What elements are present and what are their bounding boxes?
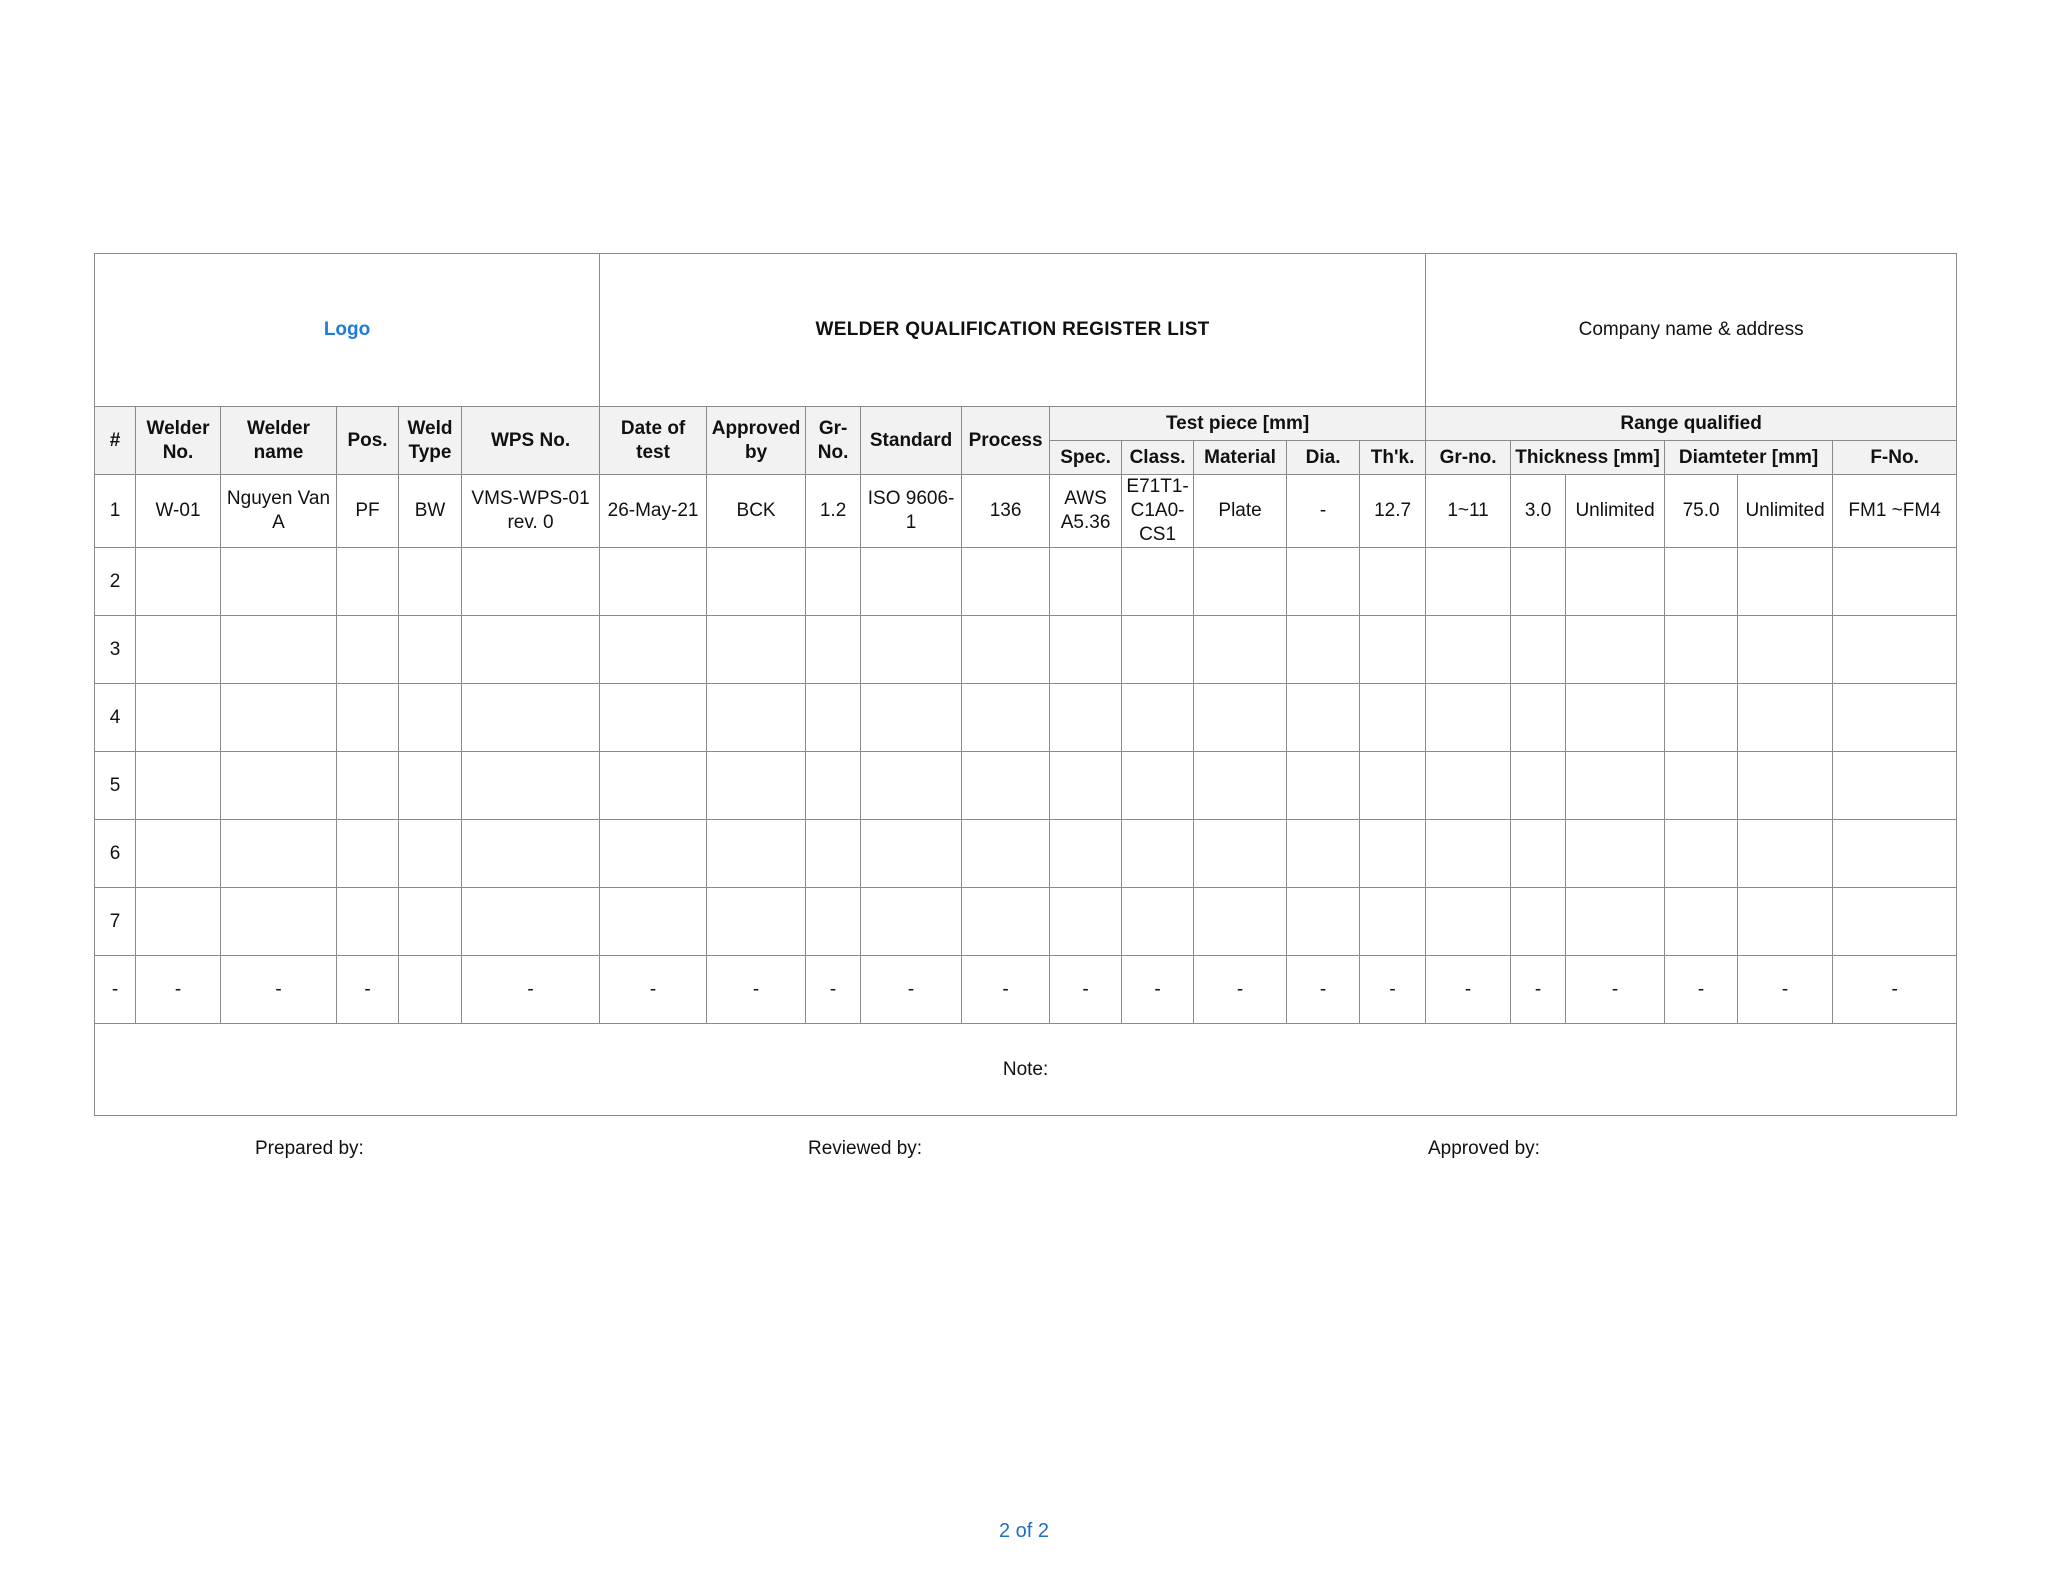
table-cell (1194, 548, 1287, 616)
table-cell (221, 616, 337, 684)
table-row (95, 684, 1957, 752)
table-cell (1287, 888, 1360, 956)
table-cell (962, 684, 1050, 752)
table-cell (1566, 616, 1665, 684)
table-cell (1833, 820, 1957, 888)
table-cell: - (1287, 475, 1360, 548)
table-cell (136, 616, 221, 684)
table-cell (1665, 616, 1738, 684)
table-cell (861, 888, 962, 956)
note-row (95, 1024, 1957, 1116)
table-cell (1360, 548, 1426, 616)
table-cell (221, 888, 337, 956)
table-cell (462, 888, 600, 956)
table-cell: 136 (962, 475, 1050, 548)
table-cell: ISO 9606-1 (861, 475, 962, 548)
table-cell (462, 684, 600, 752)
table-cell (1511, 548, 1566, 616)
table-cell (806, 752, 861, 820)
col-welder-no: Welder No. (136, 407, 221, 475)
table-row (95, 616, 1957, 684)
table-cell (1566, 820, 1665, 888)
reviewed-by-label: Reviewed by: (808, 1138, 923, 1159)
register-rows (95, 475, 1957, 1024)
table-cell (1426, 616, 1511, 684)
table-cell (861, 548, 962, 616)
table-cell (1050, 548, 1122, 616)
welder-register-table (94, 253, 1957, 1116)
table-cell (1050, 616, 1122, 684)
table-cell (136, 820, 221, 888)
col-f-no: F-No. (1833, 441, 1957, 475)
table-cell (1050, 888, 1122, 956)
table-cell (1122, 888, 1194, 956)
table-cell: - (806, 956, 861, 1024)
table-cell (1833, 684, 1957, 752)
table-cell: - (1287, 956, 1360, 1024)
table-cell (1360, 888, 1426, 956)
table-cell: - (600, 956, 707, 1024)
table-cell: - (962, 956, 1050, 1024)
table-cell (462, 820, 600, 888)
header-row (95, 254, 1957, 407)
table-cell (1287, 684, 1360, 752)
table-cell (707, 548, 806, 616)
table-cell: 4 (95, 684, 136, 752)
table-cell (1665, 820, 1738, 888)
table-cell: Nguyen Van A (221, 475, 337, 548)
table-cell (1122, 752, 1194, 820)
table-cell (1360, 684, 1426, 752)
table-cell (1426, 888, 1511, 956)
table-cell (1287, 820, 1360, 888)
table-cell: - (1833, 956, 1957, 1024)
table-cell (1738, 820, 1833, 888)
table-cell (1360, 752, 1426, 820)
table-cell (1194, 616, 1287, 684)
document-title: WELDER QUALIFICATION REGISTER LIST (600, 254, 1426, 407)
table-cell: - (462, 956, 600, 1024)
table-row (95, 475, 1957, 548)
table-cell (1833, 548, 1957, 616)
col-thk: Th'k. (1360, 441, 1426, 475)
table-cell (462, 616, 600, 684)
table-cell (1050, 684, 1122, 752)
table-cell (1122, 616, 1194, 684)
table-cell (861, 616, 962, 684)
table-cell (1122, 548, 1194, 616)
table-cell (136, 684, 221, 752)
table-cell (337, 684, 399, 752)
table-cell: - (95, 956, 136, 1024)
table-cell (221, 752, 337, 820)
table-cell: FM1 ~FM4 (1833, 475, 1957, 548)
table-cell (1194, 888, 1287, 956)
table-cell (1122, 820, 1194, 888)
table-cell: - (1122, 956, 1194, 1024)
table-cell: 1.2 (806, 475, 861, 548)
table-cell: - (221, 956, 337, 1024)
table-row (95, 956, 1957, 1024)
table-cell (962, 548, 1050, 616)
company-name-address: Company name & address (1426, 254, 1957, 407)
table-cell (806, 684, 861, 752)
approved-by-label: Approved by: (1428, 1138, 1540, 1159)
table-cell (600, 820, 707, 888)
table-cell (136, 752, 221, 820)
table-cell (1050, 752, 1122, 820)
table-cell (806, 548, 861, 616)
table-cell: Unlimited (1738, 475, 1833, 548)
table-row (95, 548, 1957, 616)
table-cell (221, 820, 337, 888)
col-wps-no: WPS No. (462, 407, 600, 475)
table-cell (600, 616, 707, 684)
table-cell: - (136, 956, 221, 1024)
table-cell (1833, 616, 1957, 684)
table-cell: 6 (95, 820, 136, 888)
table-cell: Unlimited (1566, 475, 1665, 548)
table-cell (1511, 888, 1566, 956)
table-cell (337, 752, 399, 820)
table-cell: 26-May-21 (600, 475, 707, 548)
note-label: Note: (95, 1024, 1957, 1116)
table-cell: - (707, 956, 806, 1024)
table-cell (1738, 752, 1833, 820)
col-gr-no: Gr- No. (806, 407, 861, 475)
prepared-by-label: Prepared by: (255, 1138, 364, 1159)
table-cell (1511, 752, 1566, 820)
table-cell: - (1050, 956, 1122, 1024)
table-cell (1122, 684, 1194, 752)
col-spec: Spec. (1050, 441, 1122, 475)
table-cell (462, 548, 600, 616)
table-cell (462, 752, 600, 820)
table-cell: 2 (95, 548, 136, 616)
table-cell (136, 548, 221, 616)
group-test-piece: Test piece [mm] (1050, 407, 1426, 441)
col-process: Process (962, 407, 1050, 475)
col-class: Class. (1122, 441, 1194, 475)
table-cell: 75.0 (1665, 475, 1738, 548)
page-number: 2 of 2 (998, 1520, 1050, 1542)
table-cell (1566, 752, 1665, 820)
table-cell (707, 888, 806, 956)
col-num: # (95, 407, 136, 475)
col-welder-name: Welder name (221, 407, 337, 475)
table-cell (337, 820, 399, 888)
table-cell: - (861, 956, 962, 1024)
table-cell: PF (337, 475, 399, 548)
logo: Logo (95, 254, 600, 407)
table-cell (1665, 752, 1738, 820)
table-row (95, 820, 1957, 888)
table-cell: VMS-WPS-01 rev. 0 (462, 475, 600, 548)
table-cell: Plate (1194, 475, 1287, 548)
table-cell (399, 752, 462, 820)
table-cell (1738, 548, 1833, 616)
table-cell (1287, 752, 1360, 820)
col-pos: Pos. (337, 407, 399, 475)
table-cell (1426, 684, 1511, 752)
table-cell (1194, 684, 1287, 752)
table-cell: 1~11 (1426, 475, 1511, 548)
table-cell (1665, 684, 1738, 752)
table-row (95, 888, 1957, 956)
table-cell: 7 (95, 888, 136, 956)
table-cell (707, 616, 806, 684)
table-cell: 1 (95, 475, 136, 548)
table-cell (337, 888, 399, 956)
table-cell: - (337, 956, 399, 1024)
table-cell (399, 684, 462, 752)
table-cell: BCK (707, 475, 806, 548)
table-cell: W-01 (136, 475, 221, 548)
col-approved-by: Approved by (707, 407, 806, 475)
table-cell (1194, 752, 1287, 820)
col-thickness: Thickness [mm] (1511, 441, 1665, 475)
col-diameter: Diamteter [mm] (1665, 441, 1833, 475)
table-cell (1738, 888, 1833, 956)
table-cell (337, 616, 399, 684)
table-cell (962, 820, 1050, 888)
table-cell (1287, 616, 1360, 684)
table-cell: AWS A5.36 (1050, 475, 1122, 548)
col-weld-type: Weld Type (399, 407, 462, 475)
table-cell (399, 616, 462, 684)
table-cell (962, 888, 1050, 956)
table-cell (707, 820, 806, 888)
table-cell (962, 616, 1050, 684)
table-cell (221, 548, 337, 616)
table-cell (1426, 752, 1511, 820)
table-cell: - (1360, 956, 1426, 1024)
table-cell (600, 888, 707, 956)
table-cell (399, 888, 462, 956)
table-cell (806, 888, 861, 956)
table-cell (707, 684, 806, 752)
table-cell (1194, 820, 1287, 888)
table-cell (1050, 820, 1122, 888)
table-cell (1738, 684, 1833, 752)
table-cell (861, 820, 962, 888)
table-cell: BW (399, 475, 462, 548)
table-cell (962, 752, 1050, 820)
col-material: Material (1194, 441, 1287, 475)
col-range-gr-no: Gr-no. (1426, 441, 1511, 475)
col-dia: Dia. (1287, 441, 1360, 475)
table-cell (1833, 888, 1957, 956)
table-cell (1665, 888, 1738, 956)
table-cell (1665, 548, 1738, 616)
table-cell: - (1665, 956, 1738, 1024)
table-cell (707, 752, 806, 820)
table-row (95, 752, 1957, 820)
table-cell (600, 684, 707, 752)
table-cell (399, 956, 462, 1024)
table-cell: E71T1-C1A0-CS1 (1122, 475, 1194, 548)
table-cell: - (1738, 956, 1833, 1024)
table-cell (806, 616, 861, 684)
table-cell (1566, 548, 1665, 616)
table-cell: - (1566, 956, 1665, 1024)
table-cell: - (1194, 956, 1287, 1024)
table-cell: 3.0 (1511, 475, 1566, 548)
table-cell: - (1511, 956, 1566, 1024)
table-cell (1360, 616, 1426, 684)
table-cell (1833, 752, 1957, 820)
table-cell (337, 548, 399, 616)
col-standard: Standard (861, 407, 962, 475)
table-cell: - (1426, 956, 1511, 1024)
table-cell (399, 548, 462, 616)
table-cell (1287, 548, 1360, 616)
table-cell (399, 820, 462, 888)
group-range-qualified: Range qualified (1426, 407, 1957, 441)
table-cell (1511, 684, 1566, 752)
table-cell (1426, 820, 1511, 888)
table-cell (1566, 888, 1665, 956)
table-cell (861, 752, 962, 820)
table-cell (136, 888, 221, 956)
table-cell (806, 820, 861, 888)
table-cell (1511, 820, 1566, 888)
column-header-row-1 (95, 407, 1957, 441)
table-cell (1511, 616, 1566, 684)
table-cell: 3 (95, 616, 136, 684)
col-date-of-test: Date of test (600, 407, 707, 475)
table-cell: 5 (95, 752, 136, 820)
table-cell (1360, 820, 1426, 888)
table-cell (1738, 616, 1833, 684)
table-cell (1426, 548, 1511, 616)
table-cell (221, 684, 337, 752)
table-cell (1566, 684, 1665, 752)
table-cell (600, 752, 707, 820)
table-cell: 12.7 (1360, 475, 1426, 548)
table-cell (861, 684, 962, 752)
table-cell (600, 548, 707, 616)
